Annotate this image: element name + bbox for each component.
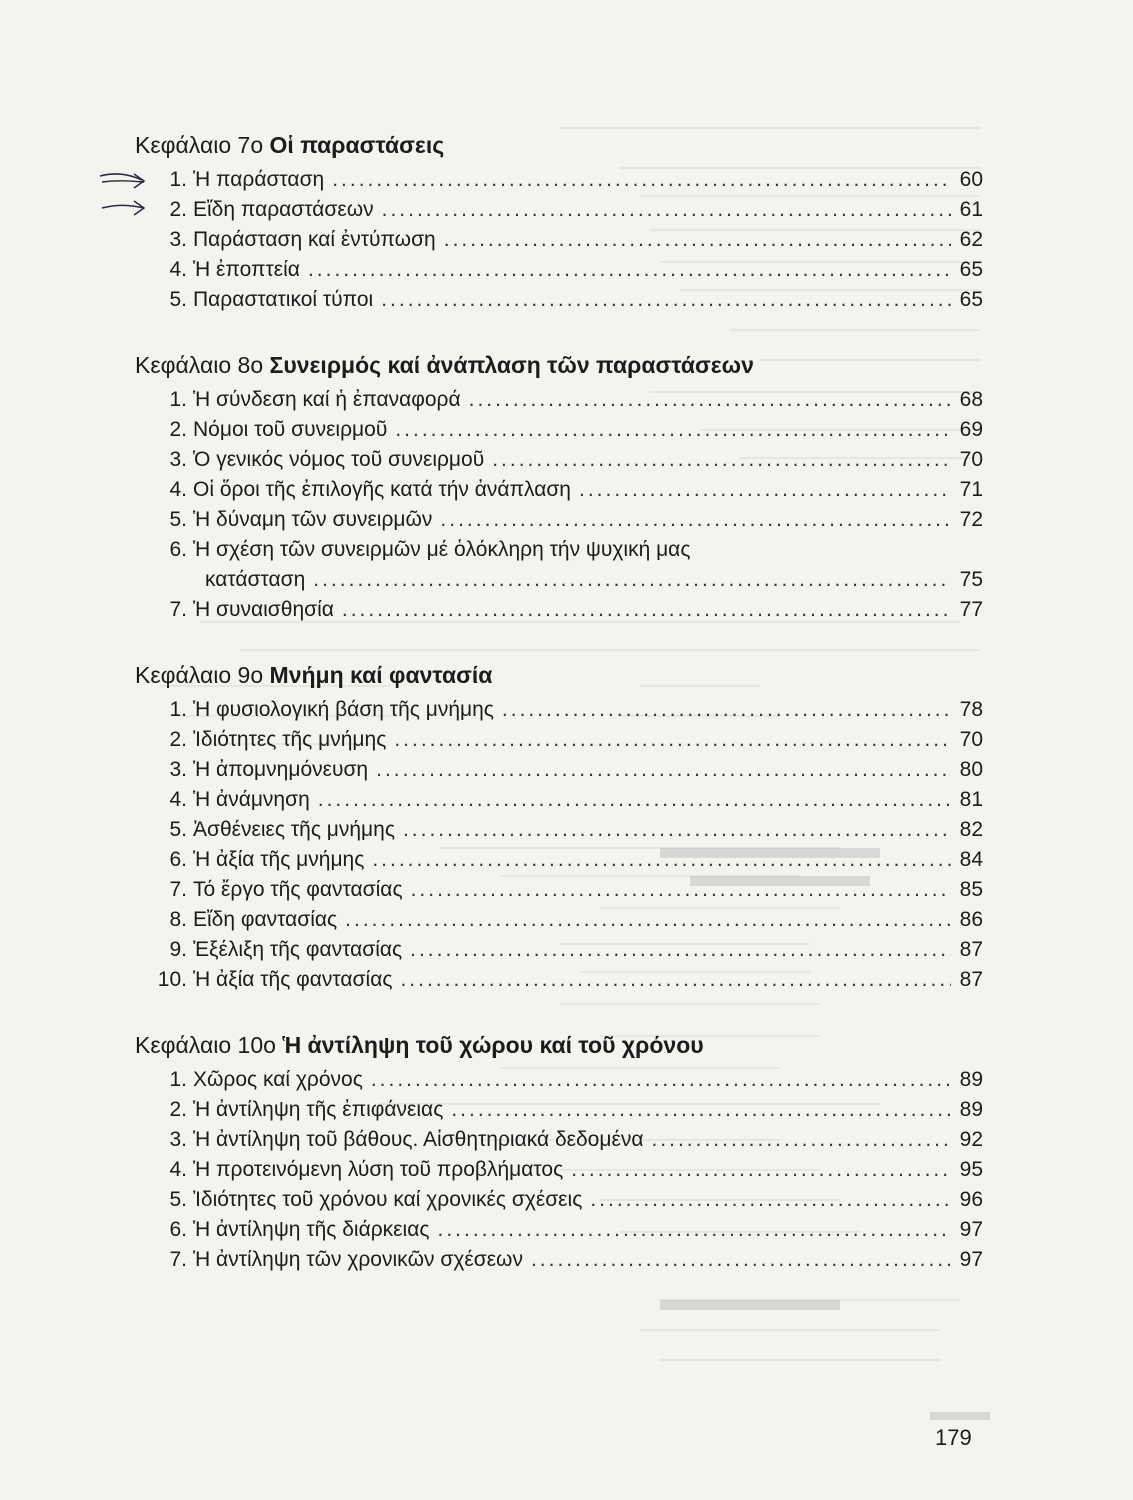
toc-entry[interactable] <box>135 1245 983 1275</box>
entry-number: 2. <box>169 1098 187 1121</box>
entry-page: 89 <box>959 1068 983 1091</box>
entry-title: Εἴδη φαντασίας <box>193 908 338 931</box>
entry-page: 87 <box>959 938 983 961</box>
entry-number: 10. <box>157 968 187 991</box>
entry-number: 7. <box>169 598 187 621</box>
toc-entry[interactable] <box>135 845 983 875</box>
toc-entry[interactable] <box>135 505 983 535</box>
leader-dots <box>469 385 951 415</box>
toc-entry[interactable] <box>135 445 983 475</box>
entry-page: 65 <box>959 288 983 311</box>
chapter-heading <box>135 125 983 165</box>
entry-number: 7. <box>169 878 187 901</box>
entry-title: Ἡ παράσταση <box>193 168 325 191</box>
entry-title: Ἰδιότητες τοῦ χρόνου καί χρονικές σχέσεις <box>193 1188 583 1211</box>
entry-page: 95 <box>959 1158 983 1181</box>
toc-entry[interactable] <box>135 165 983 195</box>
chapter-heading <box>135 1025 983 1065</box>
leader-dots <box>651 1125 951 1155</box>
toc-entry[interactable] <box>135 785 983 815</box>
leader-dots <box>313 565 951 595</box>
entry-title: Ἡ σύνδεση καί ἡ ἐπαναφορά <box>193 388 461 411</box>
entry-title: Τό ἔργο τῆς φαντασίας <box>193 878 403 901</box>
entry-title: Νόμοι τοῦ συνειρμοῦ <box>193 418 388 441</box>
entry-page: 85 <box>959 878 983 901</box>
entry-number: 7. <box>169 1248 187 1271</box>
entry-page: 60 <box>959 168 983 191</box>
chapter-8 <box>135 345 983 625</box>
leader-dots <box>590 1185 951 1215</box>
chapter-label: Κεφάλαιο 7ο <box>135 132 264 158</box>
entry-page: 97 <box>959 1248 983 1271</box>
entry-number: 6. <box>169 1218 187 1241</box>
entry-page: 89 <box>959 1098 983 1121</box>
entry-title: Χῶρος καί χρόνος <box>193 1068 363 1091</box>
chapter-gap <box>135 315 983 345</box>
toc-entry[interactable] <box>135 875 983 905</box>
leader-dots <box>371 1065 951 1095</box>
entry-title: Εἴδη παραστάσεων <box>193 198 374 221</box>
entry-number: 5. <box>169 1188 187 1211</box>
toc-entry[interactable] <box>135 385 983 415</box>
entry-title: Ἐξέλιξη τῆς φαντασίας <box>193 938 403 961</box>
entry-title: Ἡ ἀντίληψη τῆς διάρκειας <box>193 1218 430 1241</box>
toc-entry[interactable] <box>135 935 983 965</box>
entry-page: 62 <box>959 228 983 251</box>
entry-page: 96 <box>959 1188 983 1211</box>
entry-page: 70 <box>959 448 983 471</box>
entry-page: 71 <box>959 478 983 501</box>
entry-page: 68 <box>959 388 983 411</box>
entry-title: Ἡ δύναμη τῶν συνειρμῶν <box>193 508 433 531</box>
leader-dots <box>410 935 951 965</box>
entry-page: 84 <box>959 848 983 871</box>
entry-number: 2. <box>169 198 187 221</box>
entry-page: 92 <box>959 1128 983 1151</box>
leader-dots <box>342 595 951 625</box>
entry-number: 6. <box>169 538 187 561</box>
toc-entry[interactable] <box>135 255 983 285</box>
entry-page: 72 <box>959 508 983 531</box>
leader-dots <box>492 445 951 475</box>
leader-dots <box>502 695 951 725</box>
entry-title: Οἱ ὅροι τῆς ἐπιλογῆς κατά τήν ἀνάπλαση <box>193 478 571 501</box>
toc-entry-continuation[interactable] <box>135 565 983 595</box>
chapter-title: Οἱ παραστάσεις <box>269 132 445 158</box>
leader-dots <box>531 1245 951 1275</box>
entry-number: 4. <box>169 258 187 281</box>
toc-entry[interactable] <box>135 695 983 725</box>
entry-page: 78 <box>959 698 983 721</box>
entry-title: Ἡ σχέση τῶν συνειρμῶν μέ ὁλόκληρη τήν ψυχική μας <box>193 538 691 561</box>
toc-entry[interactable] <box>135 725 983 755</box>
entry-page: 70 <box>959 728 983 751</box>
leader-dots <box>571 1155 951 1185</box>
entry-page: 69 <box>959 418 983 441</box>
entry-title: Ἡ ἀντίληψη τῶν χρονικῶν σχέσεων <box>193 1248 523 1271</box>
leader-dots <box>332 165 951 195</box>
entry-page: 87 <box>959 968 983 991</box>
chapter-gap <box>135 625 983 655</box>
chapter-title: Ἡ ἀντίληψη τοῦ χώρου καί τοῦ χρόνου <box>282 1032 704 1058</box>
handwritten-arrow-icon <box>98 168 154 220</box>
entry-title: Ἀσθένειες τῆς μνήμης <box>193 818 395 841</box>
leader-dots <box>376 755 951 785</box>
entry-title: Ἰδιότητες τῆς μνήμης <box>193 728 387 751</box>
entry-number: 5. <box>169 508 187 531</box>
entry-title: Ἡ ἀντίληψη τῆς ἐπιφάνειας <box>193 1098 444 1121</box>
entry-number: 9. <box>169 938 187 961</box>
leader-dots <box>437 1215 951 1245</box>
leader-dots <box>382 195 951 225</box>
chapter-heading <box>135 655 983 695</box>
entry-title: Ἡ ἀξία τῆς φαντασίας <box>193 968 393 991</box>
chapter-title: Μνήμη καί φαντασία <box>269 662 493 688</box>
leader-dots <box>579 475 951 505</box>
toc-entry[interactable] <box>135 595 983 625</box>
entry-number: 1. <box>169 168 187 191</box>
entry-number: 3. <box>169 448 187 471</box>
chapter-10 <box>135 1025 983 1275</box>
entry-title: Ἡ συναισθησία <box>193 598 334 621</box>
entry-number: 5. <box>169 288 187 311</box>
toc-entry[interactable] <box>135 1065 983 1095</box>
table-of-contents <box>135 125 983 1275</box>
entry-page: 75 <box>959 568 983 591</box>
toc-entry[interactable] <box>135 755 983 785</box>
toc-entry[interactable] <box>135 415 983 445</box>
entry-number: 4. <box>169 478 187 501</box>
entry-number: 8. <box>169 908 187 931</box>
toc-entry[interactable] <box>135 1095 983 1125</box>
entry-page: 82 <box>959 818 983 841</box>
chapter-gap <box>135 995 983 1025</box>
entry-number: 2. <box>169 418 187 441</box>
leader-dots <box>394 725 951 755</box>
entry-number: 4. <box>169 1158 187 1181</box>
entry-page: 80 <box>959 758 983 781</box>
leader-dots <box>318 785 951 815</box>
entry-number: 3. <box>169 228 187 251</box>
entry-number: 1. <box>169 388 187 411</box>
leader-dots <box>444 225 951 255</box>
leader-dots <box>308 255 951 285</box>
entry-number: 6. <box>169 848 187 871</box>
toc-entry[interactable] <box>135 905 983 935</box>
entry-title: Ἡ ἀξία τῆς μνήμης <box>193 848 365 871</box>
toc-entry[interactable] <box>135 1185 983 1215</box>
entry-number: 5. <box>169 818 187 841</box>
chapter-7 <box>135 125 983 315</box>
leader-dots <box>400 965 951 995</box>
chapter-label: Κεφάλαιο 10ο <box>135 1032 276 1058</box>
entry-title: Ἡ ἀντίληψη τοῦ βάθους. Αἰσθητηριακά δεδομένα <box>193 1128 644 1151</box>
entry-number: 1. <box>169 1068 187 1091</box>
toc-entry[interactable] <box>135 225 983 255</box>
entry-number: 2. <box>169 728 187 751</box>
entry-number: 3. <box>169 758 187 781</box>
toc-entry[interactable] <box>135 1215 983 1245</box>
chapter-heading <box>135 345 983 385</box>
entry-number: 3. <box>169 1128 187 1151</box>
entry-page: 86 <box>959 908 983 931</box>
chapter-label: Κεφάλαιο 9ο <box>135 662 264 688</box>
leader-dots <box>403 815 951 845</box>
entry-page: 77 <box>959 598 983 621</box>
toc-entry[interactable] <box>135 815 983 845</box>
entry-title: Ἡ ἀπομνημόνευση <box>193 758 369 781</box>
chapter-label: Κεφάλαιο 8ο <box>135 352 264 378</box>
toc-entry[interactable] <box>135 475 983 505</box>
entry-number: 1. <box>169 698 187 721</box>
entry-title: Παραστατικοί τύποι <box>193 288 374 311</box>
entry-title: Ἡ φυσιολογική βάση τῆς μνήμης <box>193 698 494 721</box>
chapter-title: Συνειρμός καί ἀνάπλαση τῶν παραστάσεων <box>269 352 754 378</box>
leader-dots <box>440 505 951 535</box>
leader-dots <box>395 415 951 445</box>
entry-page: 61 <box>959 198 983 221</box>
entry-title: Ἡ ἐποπτεία <box>193 258 300 281</box>
entry-title: Ἡ ἀνάμνηση <box>193 788 310 811</box>
toc-entry[interactable] <box>135 1155 983 1185</box>
page-number: 179 <box>935 1425 972 1450</box>
leader-dots <box>451 1095 951 1125</box>
leader-dots <box>372 845 951 875</box>
leader-dots <box>345 905 951 935</box>
entry-page: 65 <box>959 258 983 281</box>
entry-title: Παράσταση καί ἐντύπωση <box>193 228 436 251</box>
entry-number: 4. <box>169 788 187 811</box>
toc-entry[interactable] <box>135 535 983 565</box>
entry-page: 97 <box>959 1218 983 1241</box>
toc-entry[interactable] <box>135 285 983 315</box>
entry-title-continued: κατάσταση <box>205 568 306 591</box>
leader-dots <box>411 875 951 905</box>
entry-title: Ἡ προτεινόμενη λύση τοῦ προβλήματος <box>193 1158 564 1181</box>
toc-entry[interactable] <box>135 1125 983 1155</box>
chapter-9 <box>135 655 983 995</box>
toc-entry[interactable] <box>135 195 983 225</box>
entry-page: 81 <box>959 788 983 811</box>
toc-entry[interactable] <box>135 965 983 995</box>
entry-title: Ὁ γενικός νόμος τοῦ συνειρμοῦ <box>193 448 485 471</box>
leader-dots <box>381 285 951 315</box>
